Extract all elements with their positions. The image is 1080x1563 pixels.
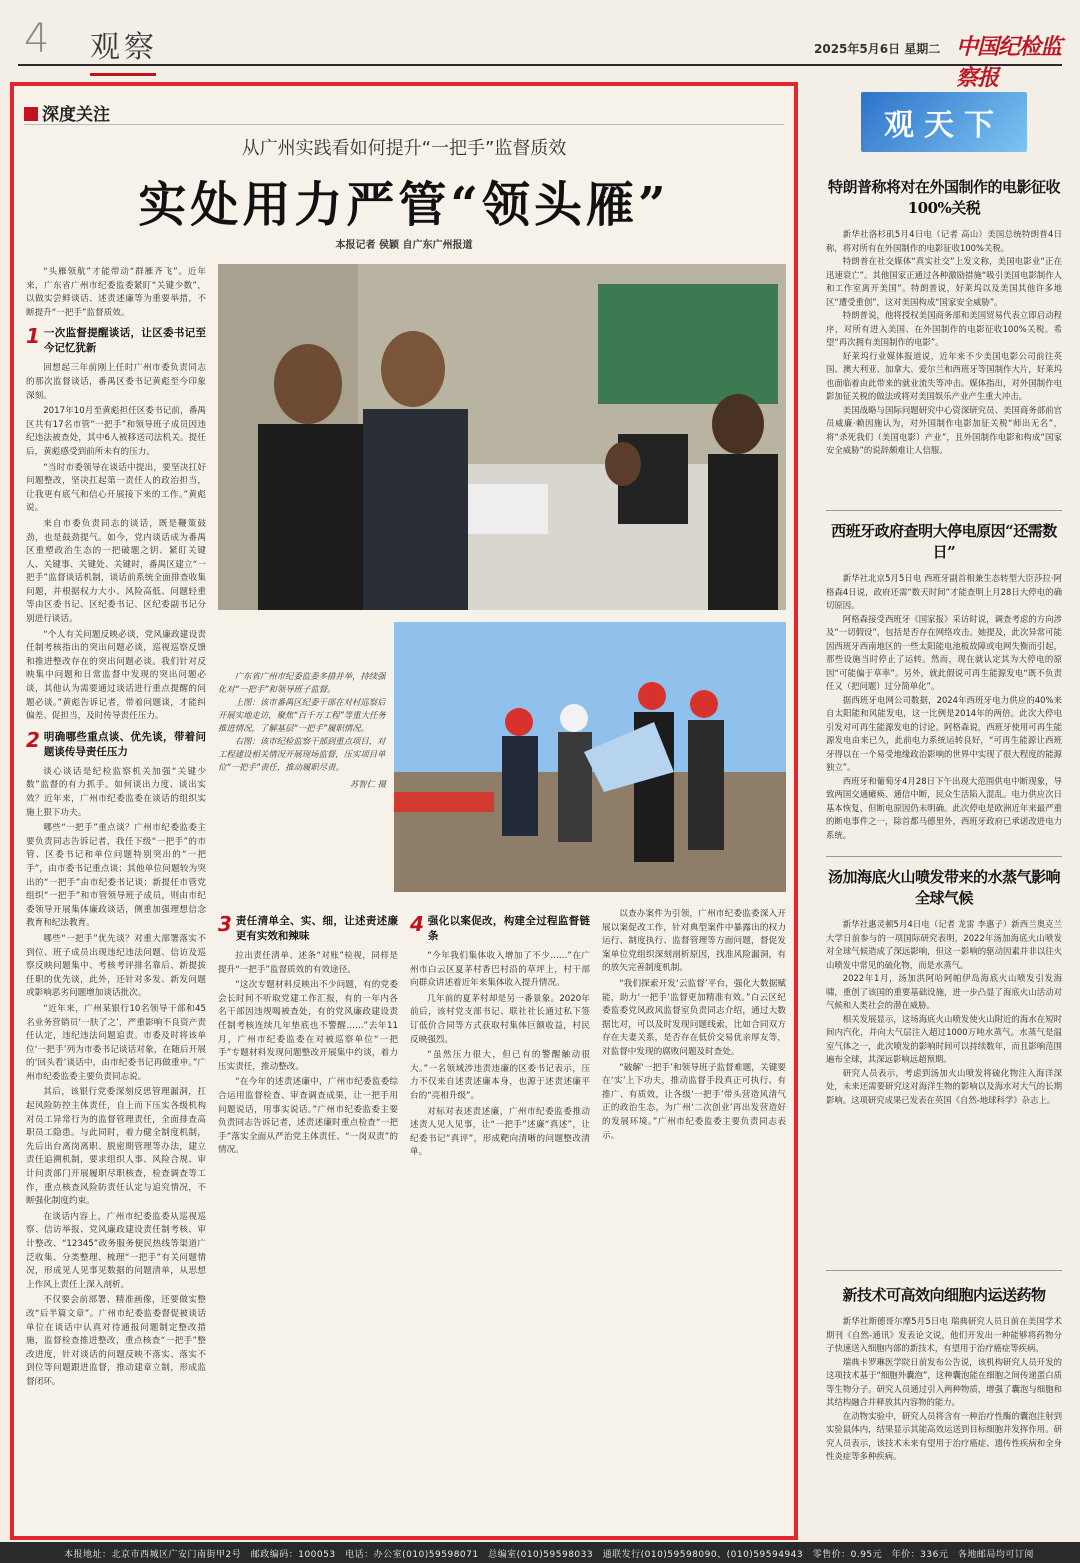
photo-construction-site — [394, 622, 786, 892]
divider — [826, 510, 1062, 511]
paragraph: “我们探索开发‘云监督’平台，强化大数据赋能，助力‘一把手’监督更加精准有效。”白云区纪委监委党风政风监督室负责同志介绍，通过大数据比对，可以及时发现问题线索，比如合同双方存在夫妻关系，是否存在低价交易优亲厚友等，对监督中发现的腐败问题及时查处。 — [602, 978, 786, 1057]
news-title: 新技术可高效向细胞内运送药物 — [842, 1286, 1046, 1304]
news-item — [826, 176, 1062, 506]
paragraph: 研究人员表示，考虑到汤加火山喷发将硫化物注入海洋深处，未来还需要研究这对海洋生物的影响以及海水对大气的长期影响。这项研究成果已发表在英国《自然-地球科学》杂志上。 — [826, 1067, 1062, 1105]
paragraph: 在动物实验中，研究人员将含有一种治疗性酶的囊泡注射到实验鼠体内，结果显示其能高效运送到目标细胞并发挥作用。研究人员表示，该技术未来有望用于治疗癌症、遗传性疾病和全身性炎症等多种疾病。 — [826, 1410, 1062, 1461]
subhead-number: 2 — [26, 727, 40, 752]
subhead-number: 3 — [218, 912, 232, 936]
paragraph: 2017年10月至黄彪担任区委书记前，番禺区共有17名市管“一把手”和领导班子成员因违纪违法被查处，其中6人被移送司法机关。提任后，黄彪感受到前所未有的压力。 — [26, 406, 206, 457]
masthead — [18, 14, 1062, 91]
paragraph: 哪些“一把手”重点谈？广州市纪委监委主要负责同志告诉记者，我任下级“一把手”的市管、区委书记和单位问题特别突出的“一把手”，由市委书记重点谈；其他单位问题较为突出的“一把手”由市纪委书记谈；新提任市管党组织“一把手”和市管领导班子成员，则由市纪委领导开展集体廉政谈话，侧重加强理想信念教育和纪法教育。 — [26, 823, 206, 929]
news-body — [826, 918, 1062, 1107]
paragraph: 特朗普在社交媒体“真实社交”上发文称，美国电影业“正在迅速衰亡”。其他国家正通过各种激励措施“吸引美国电影制作人和工作室离开美国”。特朗普说，好莱坞以及美国其他许多地区“遭受重创”，这对美国构成“国家安全威胁”。 — [826, 256, 1062, 307]
subhead-number: 1 — [26, 324, 40, 349]
news-body — [826, 1315, 1062, 1464]
paragraph: 来自市委负责同志的谈话，既是鞭策鼓劲，也是鼓劲提气。如今，党内谈话成为番禺区重塑政治生态的一把破题之钥、紧盯关键人、关键事、关键处、关键时，番禺区建立“一把手”监督谈话机制，谈话前系统全面排查收集问题，并根据权力大小、风险高低、问题轻重等由区委书记、区纪委书记、区纪委副书记分别进行谈话。 — [26, 518, 206, 625]
caption-lead: 广东省广州市纪委监委多措并举，持续强化对“一把手”和领导班子监督。 — [218, 671, 386, 694]
subhead-title: 责任清单全、实、细，让述责述廉更有实效和辣味 — [235, 915, 398, 942]
paragraph: 几年前的夏茅村却是另一番景象。2020年前后，该村党支部书记、联社社长通过私下签订低价合同等方式获取村集体巨额收益，村民反映强烈。 — [410, 993, 590, 1045]
issue-date: 2025年5月6日 星期二 — [814, 42, 941, 56]
subhead-1 — [26, 326, 206, 356]
column-tag-label: 深度关注 — [42, 105, 110, 125]
tag-mark-icon — [24, 107, 38, 121]
subhead-number: 4 — [410, 912, 424, 936]
paragraph: 瑞典卡罗琳医学院日前发布公告说，该机构研究人员开发的这项技术基于“细胞外囊泡”，这种囊泡能在细胞之间传递蛋白质等生物分子。研究人员通过引入两种物质，增强了囊泡与细胞和其结构融合并释放其内容物的能力。 — [826, 1356, 1062, 1407]
main-article — [10, 82, 798, 1540]
paragraph: 新华社洛杉矶5月4日电（记者 高山）美国总统特朗普4日称，将对所有在外国制作的电影征收100%关税。 — [826, 229, 1062, 253]
news-item — [826, 866, 1062, 1266]
paragraph: 以查办案件为引领，广州市纪委监委深入开展以案促改工作，针对典型案件中暴露出的权力运行、制度执行、监督管理等方面问题，督促发案单位党组织深刻剖析原因，找准风险漏洞，有的放矢完善制度机制。 — [602, 909, 786, 974]
sidebar — [826, 92, 1062, 1538]
paragraph: “近年来，广州某银行10名领导干部和45名业务营销员‘一肤了之’，严重影响不良资产责任认定，违纪违法问题追责。市委及时将该单位‘一把手’列为市委书记谈话对象，在随后开展的‘回头看’谈话中，由市纪委书记再做重申。”广州市纪委监委主要负责同志说。 — [26, 1003, 206, 1082]
paragraph: “今年我们集体收入增加了不少……”在广州市白云区夏茅村香巴村沿的草坪上，村干部向群众讲述着近年来集体收入提升情况。 — [410, 951, 590, 989]
paragraph: “个人有关问题反映必谈，党风廉政建设责任制考核指出的突出问题必谈，巡视巡察反馈和推进整改存在的突出问题必谈。我们针对反映集中问题和日常监督中发现的突出问题必谈，其他认为需要通过谈话进行重点提醒的问题必谈。”黄彪告诉记者，带着问题谈，才能纠偏差、促担当，及时传导责任压力。 — [26, 629, 206, 722]
news-item — [826, 1284, 1062, 1534]
paragraph: 其后，该银行党委深刻反思管理漏洞，扛起风险防控主体责任，自上而下压实各级机构对员工异常行为的监督管理责任，全面排查高职员工隐患。与此同时，着力健全制度机制，先后出台离岗离职、脱密期管理等办法，建立责任追溯机制，要求组织人事、风险合规、审计问责部门开展履职尽职核查，检查调查等工作，重点核查风险防责任认定与追究情况，不断强化制度约束。 — [26, 1087, 206, 1207]
paragraph: “破解‘一把手’和领导班子监督难题，关键要在‘实’上下功夫，推动监督手段真正可执行、有推广、有质效，让各级‘一把手’带头营造风清气正的政治生态，为广州‘二次创业’再出发营造好的发展环境。”广州市纪委监委主要负责同志表示。 — [602, 1062, 786, 1141]
photo-caption — [218, 670, 386, 791]
column-tag — [24, 100, 110, 125]
headline: 实处用力严管“领头雁” — [138, 177, 670, 233]
column-1 — [26, 266, 206, 1536]
paragraph: 好莱坞行业媒体报道说，近年来不少美国电影公司前往英国、澳大利亚、加拿大、爱尔兰和西班牙等国制作大片，好莱坞也面临着由此带来的就业流失等冲击。媒体指出，对外国制作电影加征关税的做法或将对美国娱乐产业产生重大冲击。 — [826, 350, 1062, 401]
sidebar-banner: 观天下 — [861, 92, 1027, 152]
paragraph: 据西班牙电网公司数据，2024年西班牙电力供应的40%来自太阳能和风能发电，这一比例是2014年的两倍。此次大停电引发对可再生能源发电的讨论。阿格森说，西班牙使用可再生能源发电由来已久，此前电力系统运转良好，“可再生能源让西班牙得以在一个易受地缘政治影响的世界中实现了很大程度的能源独立”。 — [826, 694, 1062, 772]
news-title: 汤加海底火山喷发带来的水蒸气影响全球气候 — [827, 868, 1060, 907]
subhead-3 — [218, 914, 398, 944]
column-4 — [602, 908, 786, 1536]
paragraph: 回想起三年前刚上任时广州市委负责同志的那次监督谈话，番禺区委书记黄彪至今印象深刻。 — [26, 363, 206, 401]
paragraph: 相关发展显示，这场海底火山喷发使火山附近的海水在短时间内汽化，并向大气层注入超过1000万吨水蒸气。水蒸气是温室气体之一，此次喷发的影响时间可以持续数年，而且影响范围遍布全球，其深远影响远超预期。 — [826, 1013, 1062, 1064]
paragraph: 美国战略与国际问题研究中心资深研究员、美国商务部前官员威廉·赖因施认为，对外国制作电影加征关税“师出无名”，将“杀死我们（美国电影）产业”，且外国制作电影和构成“国家安全威胁”的说辞颇难让人信服。 — [826, 404, 1062, 455]
paragraph: 对标对表述责述廉，广州市纪委监委推动述责人见人见事，让“一把手”述廉“真述”，让纪委书记“真评”，形成靶向清晰的问题整改清单。 — [410, 1106, 590, 1158]
photo-credit: 苏智仁 摄 — [349, 779, 386, 789]
paragraph: 谈心谈话是纪检监察机关加强“关键少数”监督的有力抓手。如何谈出力度、谈出实效？近年来，广州市纪委监委在谈话的组织实施上狠下功夫。 — [26, 766, 206, 818]
column-2 — [218, 908, 398, 1536]
paragraph: 拉出责任清单、述条“对账”检视，同样是提升“一把手”监督质效的有效途径。 — [218, 951, 398, 975]
caption-top: 上图：该市番禺区纪委干部在对村巡察后开展实地走访，聚焦“百千万工程”等重大任务推进情况，了解基层“一把手”履职情况。 — [218, 697, 386, 733]
photo-office-visit — [218, 264, 786, 610]
paragraph: “当时市委领导在谈话中提出，要坚决扛好问题整改，坚决扛起第一责任人的政治担当，让我更有底气和信心开展接下来的工作。”黄彪说。 — [26, 462, 206, 514]
divider — [24, 124, 784, 125]
paragraph: 新华社斯德哥尔摩5月5日电 瑞典研究人员日前在美国学术期刊《自然-通讯》发表论文说，他们开发出一种能够将药物分子快速送入细胞内部的新技术，有望用于治疗癌症等疾病。 — [826, 1316, 1062, 1353]
subhead-title: 明确哪些重点谈、优先谈，带着问题谈传导责任压力 — [43, 730, 206, 758]
paragraph: 新华社北京5月5日电 西班牙副首相兼生态转型大臣莎拉·阿格森4日说，政府还需“数天时间”才能查明上月28日大停电的确切原因。 — [826, 573, 1062, 610]
paragraph: “虽然压力很大，但已有的警醒触动很大。”一名领域涉违责违廉的区委书记表示，压力不仅来自述责述廉本身，也源于述责述廉平台的“亮相升级”。 — [410, 1050, 590, 1101]
caption-right: 右图：该市纪检监察干部到重点项目，对工程建设相关情况开展现场监督，压实项目单位“一把手”责任，推动履职尽责。 — [218, 736, 386, 772]
subhead-4 — [410, 914, 590, 944]
news-body — [826, 572, 1062, 842]
subhead-2 — [26, 727, 206, 760]
paper-name: 中国纪检监察报 — [956, 34, 1062, 91]
paragraph: 不仅要会前部署、精准画像，还要做实整改“后半篇文章”。广州市纪委监委督促被谈话单位在谈话中认真对待通报问题制定整改措施，监督检查推进整改，重点核查“一把手”整改进度，针对谈话的问题反映不落实、落实不到位等问题跟进监督，推动建章立制，形成监督闭环。 — [26, 1295, 206, 1387]
news-item — [826, 520, 1062, 852]
subhead-title: 一次监督提醒谈话，让区委书记至今记忆犹新 — [43, 327, 206, 355]
paragraph: 2022年1月，汤加洪阿哈阿帕伊岛海底火山喷发引发海啸，重创了该国的重要基础设施，进一步凸显了海底火山活动对气候和人类社会的潜在威胁。 — [826, 973, 1062, 1010]
paragraph: “在今年的述责述廉中，广州市纪委监委综合运用监督检查、审查调查成果，让一把手用问题说话，用事实说话。”广州市纪委监委主要负责同志告诉记者，述责述廉时重点检查“一把手”落实全面从严治党主体责任、“一岗双责”的情况。 — [218, 1077, 398, 1156]
section-title: 观察 — [90, 22, 158, 66]
paragraph: 特朗普说，他将授权美国商务部和美国贸易代表立即启动程序，对所有进入美国、在外国制作的电影征收100%关税。希望“再次拥有美国制作的电影”。 — [826, 310, 1062, 347]
lead-paragraph: “头雁领航”才能带动“群雁齐飞”。近年来，广东省广州市纪委监委紧盯“关键少数”，以做实尝鲜谈话、述责述廉等为重要举措，不断提升“一把手”监督质效。 — [26, 267, 206, 318]
paragraph: 阿格森接受西班牙《国家报》采访时说，调查考虑的方向涉及“一切假设”，包括是否存在网络攻击。她提及，此次异常可能因西班牙西南地区的一些太阳能电池板故障或电网失衡而引起，那些设施当时停止了运转。然而，现在就认定其为大停电的原因“可能偏于草率”。另外，就此假说可再生能源发电“既不负责任又（把问题）过分简单化”。 — [826, 613, 1062, 691]
kicker: 从广州实践看如何提升“一把手”监督质效 — [241, 138, 567, 159]
page-number: 4 — [24, 16, 50, 62]
news-title: 西班牙政府查明大停电原因“还需数日” — [831, 522, 1057, 561]
paragraph: 新华社惠灵顿5月4日电（记者 龙雷 李惠子）新西兰奥克兰大学日前参与的一项国际研究表明，2022年汤加海底火山喷发对全球气候造成了深远影响，但这一影响的驱动因素并非以往火山喷发中常见的硫化物，而是水蒸气。 — [826, 919, 1062, 970]
divider — [826, 856, 1062, 857]
footer: 本报地址：北京市西城区广安门南街甲2号 邮政编码：100053 电话：办公室(010)59598071 总编室(010)59598033 通联发行(010)59598090、(010)59594943 零售价：0.95元 年价：336元 各地邮局均可订阅 — [0, 1542, 1080, 1563]
paragraph: 哪些“一把手”优先谈？对重大部署落实不到位、班子成员出现违纪违法问题、信访及巡察反映问题集中、考核考评排名靠后、新提拔任职的优先谈，此外，还针对多发、新发问题或影响恶劣问题增加谈话批次。 — [26, 933, 206, 999]
byline: 本报记者 侯颖 自广东广州报道 — [335, 240, 473, 251]
subhead-title: 强化以案促改，构建全过程监督链条 — [427, 915, 590, 942]
divider — [826, 1270, 1062, 1271]
photo-construction-site-image — [394, 622, 786, 892]
paragraph: 在谈话内容上，广州市纪委监委从巡视巡察、信访举报、党风廉政建设责任制考核、审计整改、“12345”政务服务便民热线等渠道广泛收集、分类整理、梳理“一把手”有关问题情况，形成见人见事见数据的问题清单，从思想上作风上责任上深入剖析。 — [26, 1211, 206, 1290]
column-3 — [410, 908, 590, 1536]
paragraph: 西班牙和葡萄牙4月28日下午出现大范围供电中断现象，导致两国交通瘫痪、通信中断，民众生活陷入混乱。电力供应次日基本恢复，但断电原因仍未明确。此次停电是欧洲近年来最严重的断电事件之一，除首都马德里外，西班牙政府已承诺改进电力系统。 — [826, 775, 1062, 840]
news-body — [826, 228, 1062, 458]
photo-office-visit-image — [218, 264, 786, 610]
paragraph: “这次专题材料反映出不少问题，有的党委会长时间不听取党建工作汇报，有的一年内各名干部因违规喝被查处，有的党风廉政建设责任制考核连续几年垫底也不警醒……”去年11月，广州市纪委监委在对被巡察单位“一把手”专题材料发现问题整改开展集中约谈，着力压实责任，推动整改。 — [218, 980, 398, 1072]
news-title: 特朗普称将对在外国制作的电影征收100%关税 — [827, 178, 1060, 217]
